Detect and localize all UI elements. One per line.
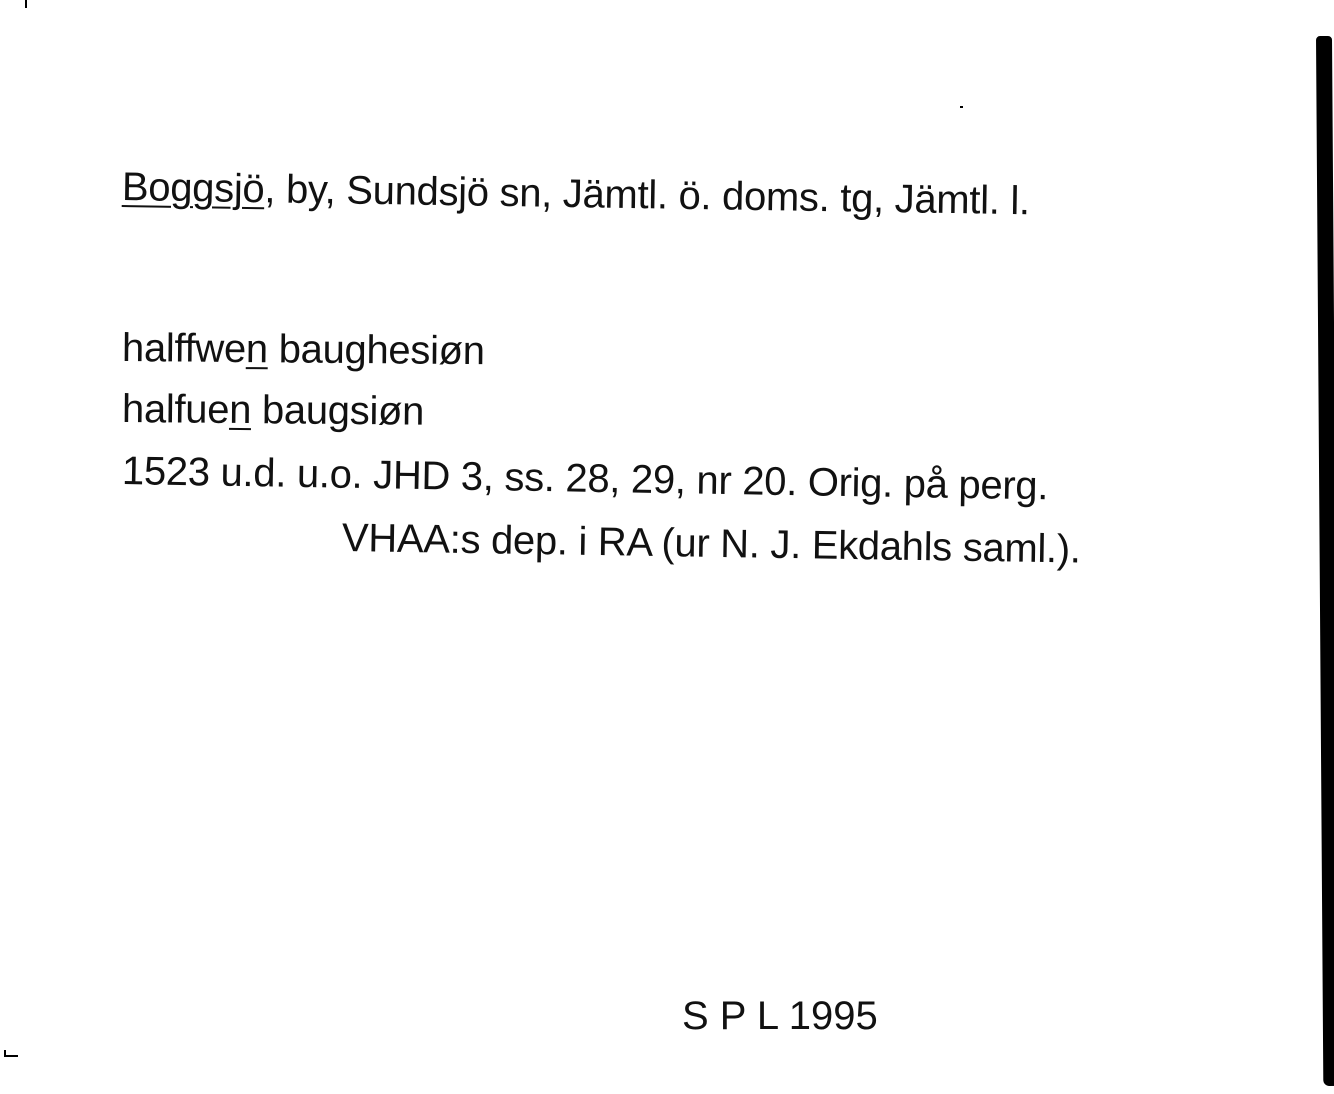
name-form-2-post: baugsiøn: [250, 388, 425, 434]
scan-mark-top-left: [25, 0, 27, 8]
footer-signature: S P L 1995: [682, 994, 878, 1038]
name-form-2-pre: halfue: [121, 387, 230, 432]
place-name: Boggsjö: [121, 165, 265, 212]
name-form-1-post: baughesiøn: [267, 327, 485, 374]
scan-mark-bottom-left: [4, 1050, 18, 1057]
name-form-2: [122, 386, 424, 435]
name-form-1-underlined: n: [245, 327, 269, 372]
name-form-1-pre: halffwe: [121, 326, 247, 372]
scan-edge-bar: [1316, 36, 1334, 1086]
card-heading: [122, 164, 1031, 224]
name-form-2-underlined: n: [228, 387, 252, 433]
place-description: , by, Sundsjö sn, Jämtl. ö. doms. tg, Jämtl. l.: [264, 167, 1031, 224]
name-form-1: [122, 325, 485, 374]
source-line-1: 1523 u.d. u.o. JHD 3, ss. 28, 29, nr 20. Orig. på perg.: [121, 449, 1049, 509]
scan-speck: [960, 106, 963, 108]
source-line-2: VHAA:s dep. i RA (ur N. J. Ekdahls saml.).: [341, 516, 1082, 572]
